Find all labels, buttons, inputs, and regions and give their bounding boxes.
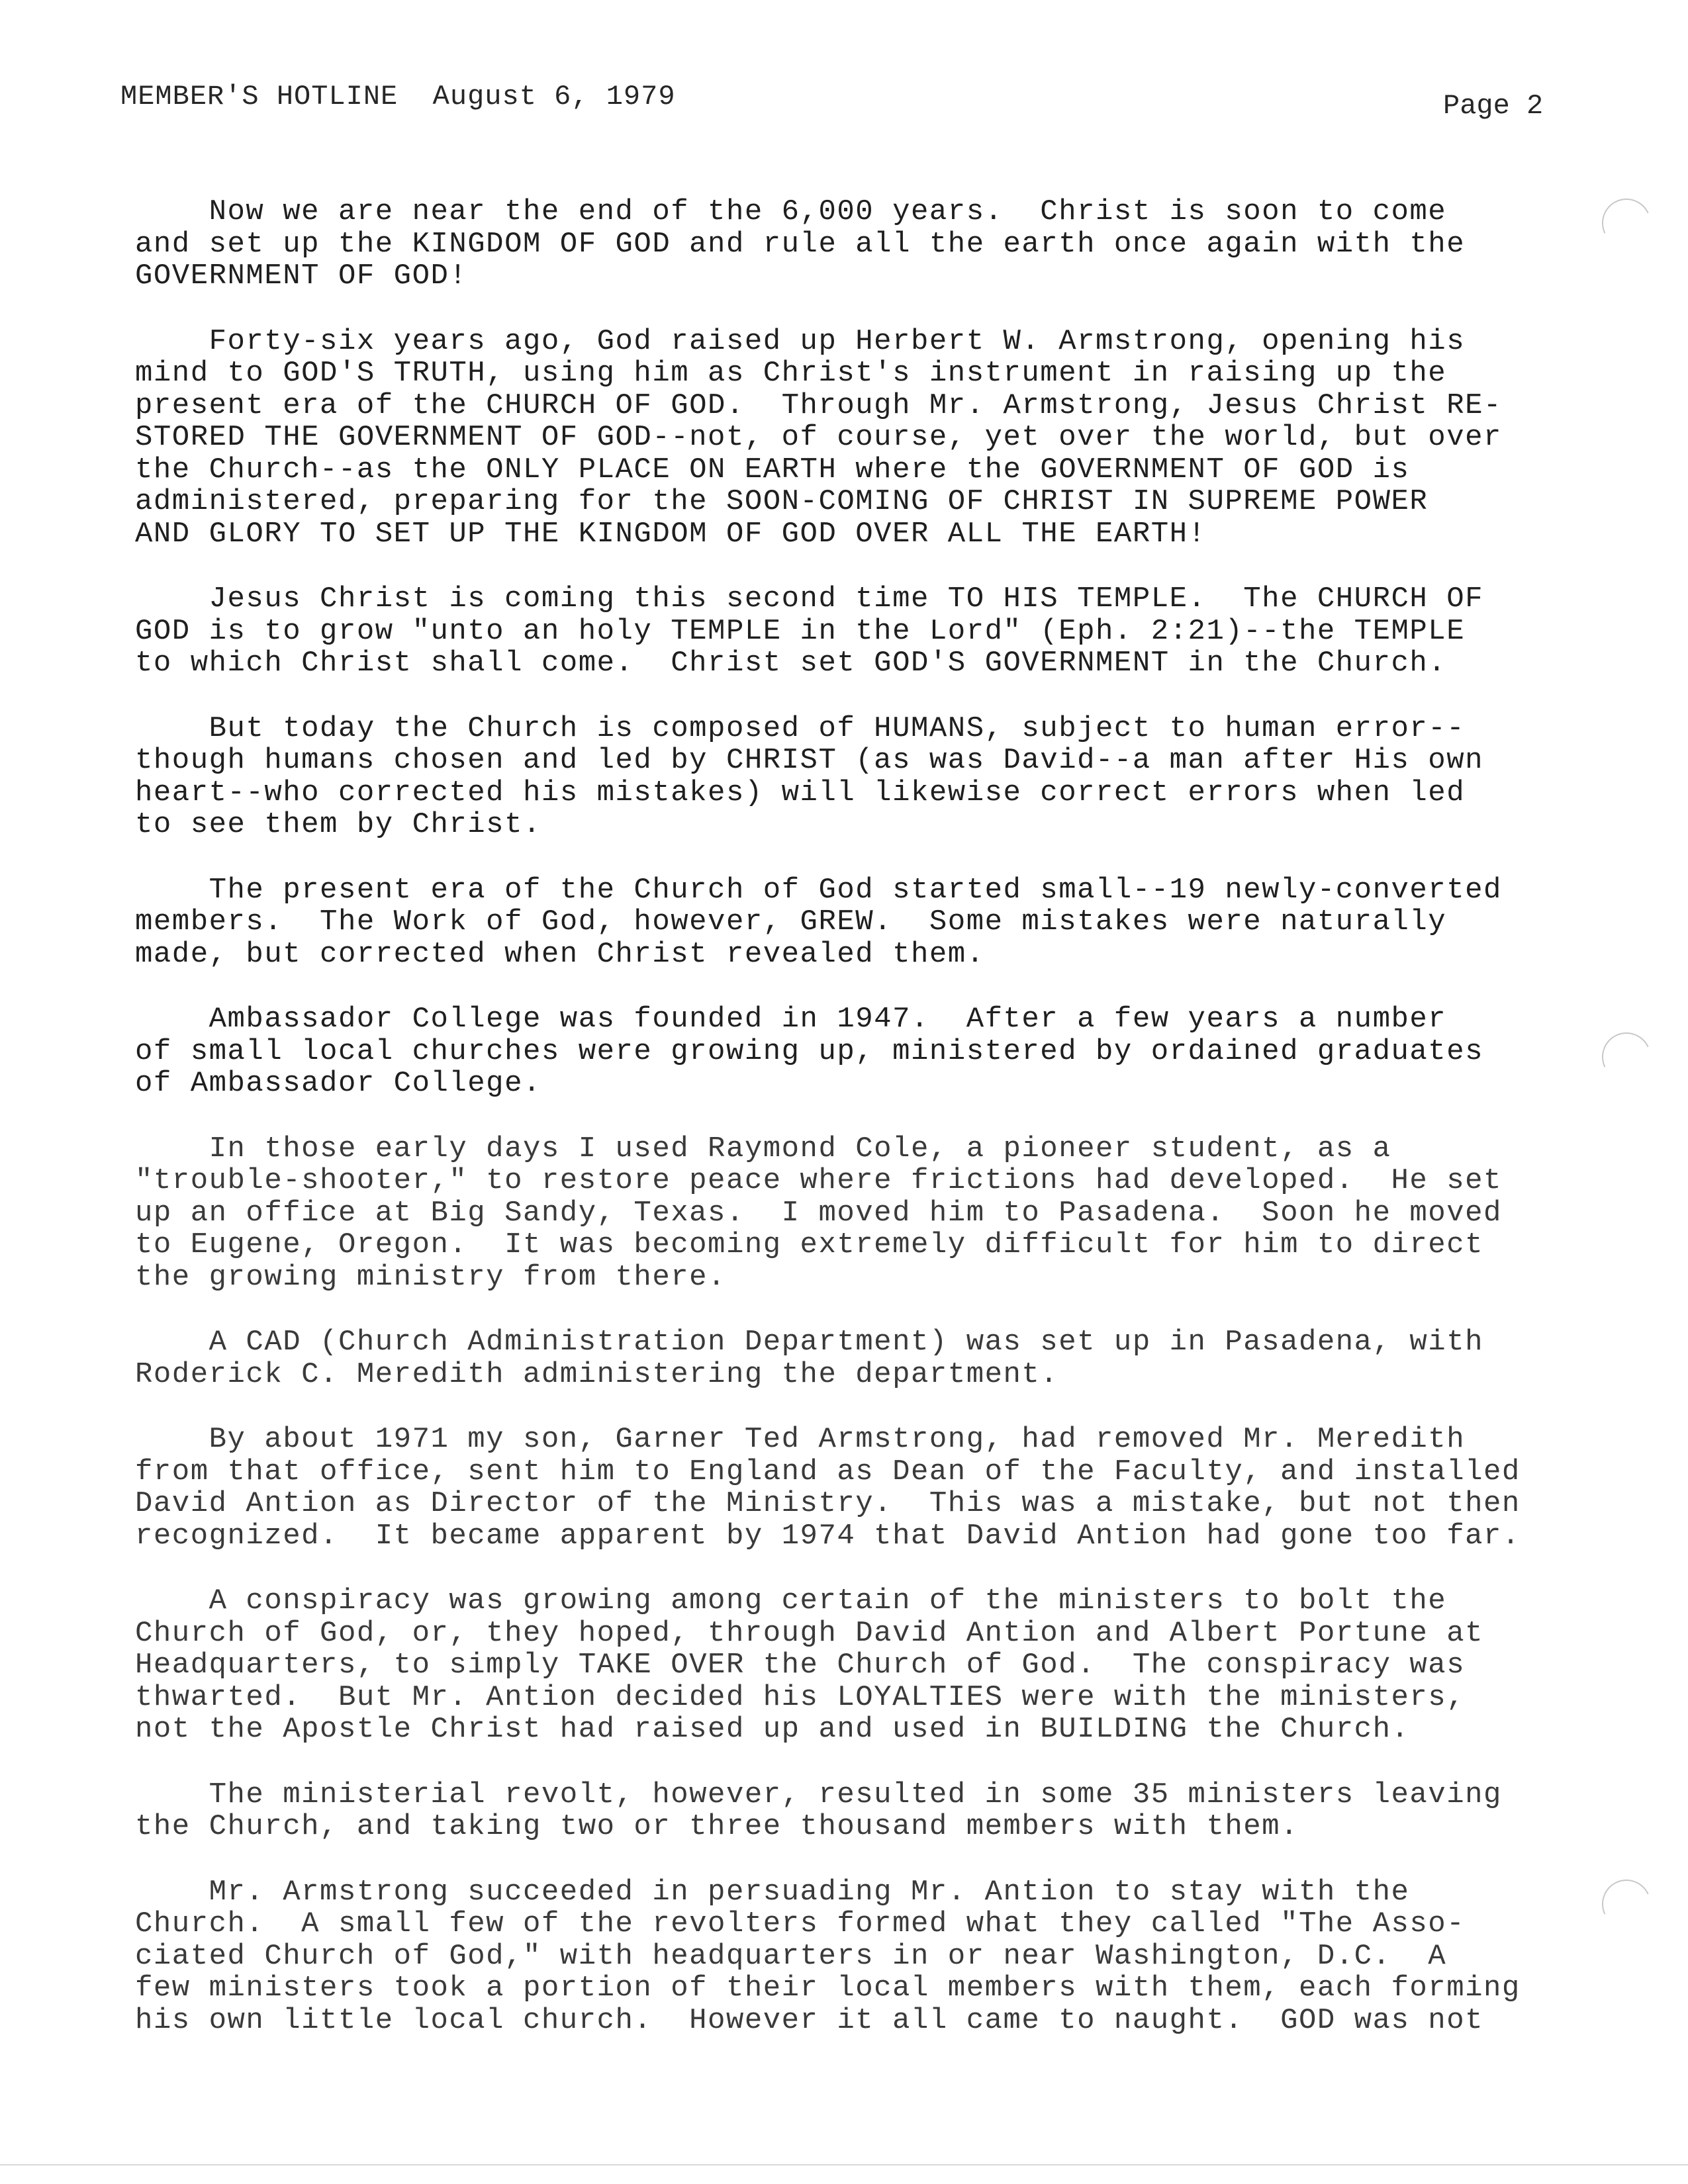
paragraph-6: Ambassador College was founded in 1947. After a few years a number of small local churches were growing up, ministered by ordained graduates of Ambassador College. [135,1003,1484,1100]
paragraph-9: By about 1971 my son, Garner Ted Armstrong, had removed Mr. Meredith from that office, sent him to England as Dean of the Faculty, and installed David Antion as Director of the Ministry. This was a mistake, but not then recognized. It became apparent by 1974 that David Antion had gone too far. [135,1423,1521,1553]
paragraph-11: The ministerial revolt, however, resulted in some 35 ministers leaving the Church, and taking two or three thousand members with them. [135,1778,1502,1843]
paragraph-10: A conspiracy was growing among certain of the ministers to bolt the Church of God, or, they hoped, through David Antion and Albert Portune at Headquarters, to simply TAKE OVER the Church of God. The conspiracy was thwarted. But Mr. Antion decided his LOYALTIES were with the ministers, not the Apostle Christ had raised up and used in BUILDING the Church. [135,1584,1484,1746]
paragraph-1: Now we are near the end of the 6,000 years. Christ is soon to come and set up the KINGDOM OF GOD and rule all the earth once again with the GOVERNMENT OF GOD! [135,195,1466,293]
page-bottom-edge [0,2164,1688,2165]
document-body [135,196,1605,2070]
paragraph-3: Jesus Christ is coming this second time TO HIS TEMPLE. The CHURCH OF GOD is to grow "unto an holy TEMPLE in the Lord" (Eph. 2:21)--the TEMPLE to which Christ shall come. Christ set GOD'S GOVERNMENT in the Church. [135,582,1484,680]
paragraph-2: Forty-six years ago, God raised up Herbert W. Armstrong, opening his mind to GOD'S TRUTH, using him as Christ's instrument in raising up the present era of the CHURCH OF GOD. Through Mr. Armstrong, Jesus Christ RE- STORED THE GOVERNMENT OF GOD--not, of course, yet over the world, but over the Church--as the ONLY PLACE ON EARTH where the GOVERNMENT OF GOD is administered, preparing for the SOON-COMING OF CHRIST IN SUPREME POWER AND GLORY TO SET UP THE KINGDOM OF GOD OVER ALL THE EARTH! [135,324,1502,551]
paragraph-8: A CAD (Church Administration Department) was set up in Pasadena, with Roderick C. Meredith administering the department. [135,1326,1484,1391]
paragraph-7: In those early days I used Raymond Cole, a pioneer student, as a "trouble-shooter," to restore peace where frictions had developed. He set up an office at Big Sandy, Texas. I moved him to Pasadena. Soon he moved to Eugene, Oregon. It was becoming extremely difficult for him to direct the growing ministry from there. [135,1132,1502,1294]
paragraph-5: The present era of the Church of God started small--19 newly-converted members. The Work of God, however, GREW. Some mistakes were naturally made, but corrected when Christ revealed them. [135,873,1502,971]
paragraph-4: But today the Church is composed of HUMANS, subject to human error-- though humans chosen and led by CHRIST (as was David--a man after His own heart--who corrected his mistakes) will likewise correct errors when led to see them by Christ. [135,711,1484,841]
page-number: Page 2 [1443,90,1544,122]
paragraph-12: Mr. Armstrong succeeded in persuading Mr. Antion to stay with the Church. A small few of the revolters formed what they called "The Asso- ciated Church of God," with headquarters in or near Washington, D.C. A few ministers took a portion of their local members with them, each forming his own little local church. However it all came to naught. GOD was not [135,1875,1521,2037]
page-header-title: MEMBER'S HOTLINE August 6, 1979 [120,81,676,113]
